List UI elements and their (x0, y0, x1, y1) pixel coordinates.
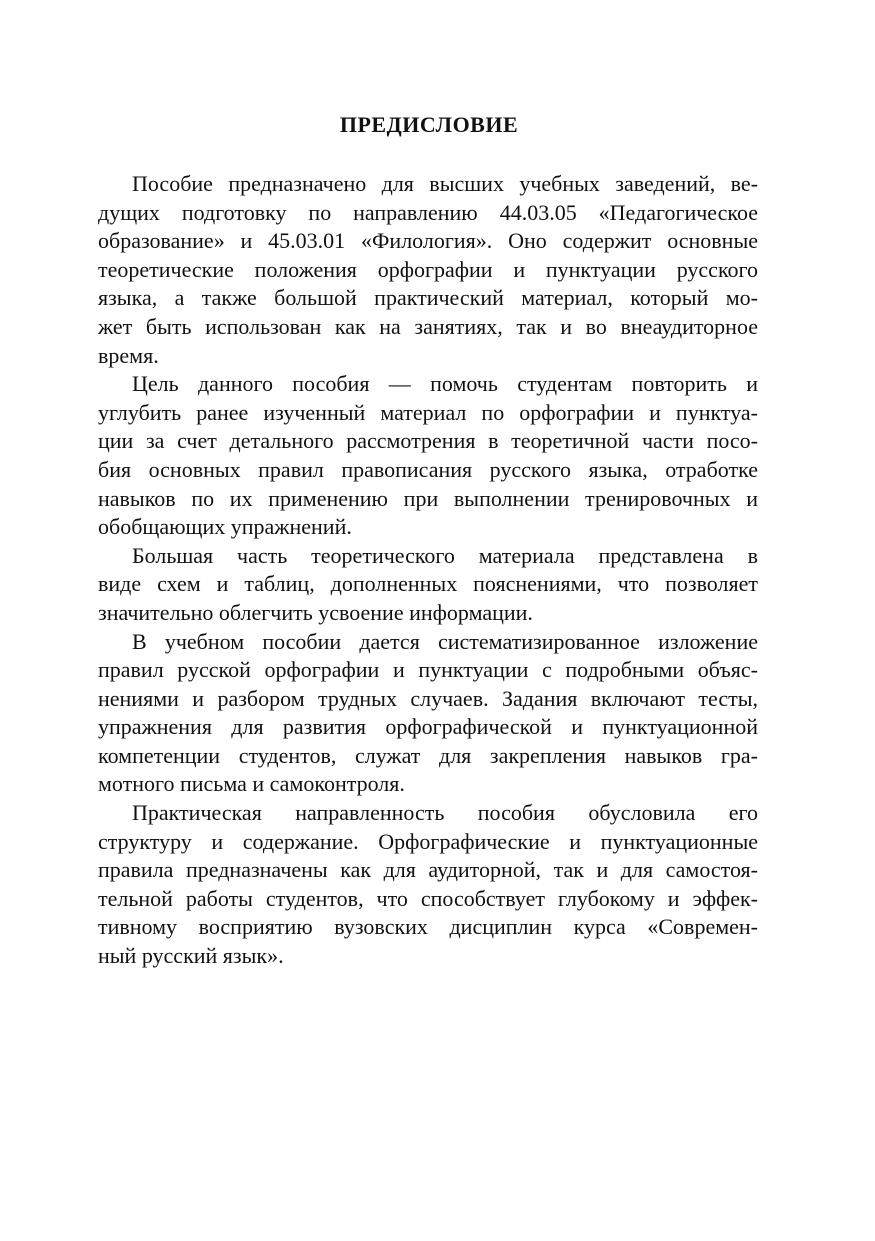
text-line: обобщающих упражнений. (98, 514, 352, 540)
text-line: нениями и разбором трудных случаев. Задания включают тесты, (98, 685, 758, 711)
text-line: время. (98, 342, 159, 368)
text-line: В учебном пособии дается систематизированное изложение (132, 628, 758, 654)
text-line: Цель данного пособия — помочь студентам повторить и (132, 371, 758, 397)
text-line: правил русской орфографии и пунктуации с подробными объяс- (98, 657, 758, 683)
text-line: тельной работы студентов, что способствует глубокому и эффек- (98, 885, 758, 911)
text-line: жет быть использован как на занятиях, так и во внеаудиторное (98, 313, 758, 339)
text-line: навыков по их применению при выполнении тренировочных и (98, 485, 758, 511)
text-line: компетенции студентов, служат для закрепления навыков гра- (98, 742, 758, 768)
text-line: теоретические положения орфографии и пунктуации русского (98, 256, 758, 282)
paragraph-4 (98, 628, 758, 800)
text-line: Практическая направленность пособия обусловила его (132, 800, 758, 826)
text-line: углубить ранее изученный материал по орфографии и пунктуа- (98, 399, 758, 425)
text-line: правила предназначены как для аудиторной, так и для самостоя- (98, 857, 758, 883)
paragraph-5 (98, 799, 758, 971)
text-line: мотного письма и самоконтроля. (98, 771, 405, 797)
text-line: Большая часть теоретического материала представлена в (132, 542, 758, 568)
document-body (98, 170, 758, 971)
text-line: виде схем и таблиц, дополненных пояснениями, что позволяет (98, 571, 758, 597)
text-line: Пособие предназначено для высших учебных заведений, ве- (132, 171, 758, 196)
text-line: ный русский язык». (98, 943, 284, 969)
paragraph-2 (98, 370, 758, 542)
text-line: структуру и содержание. Орфографические и пунктуационные (98, 828, 758, 854)
paragraph-1 (98, 170, 758, 370)
paragraph-3 (98, 542, 758, 628)
page-title: ПРЕДИСЛОВИЕ (339, 112, 519, 137)
text-line: тивному восприятию вузовских дисциплин курса «Современ- (98, 914, 758, 940)
text-line: значительно облегчить усвоение информации. (98, 599, 533, 625)
text-line: бия основных правил правописания русского языка, отработке (98, 456, 758, 482)
text-line: образование» и 45.03.01 «Филология». Оно содержит основные (98, 228, 758, 254)
text-line: дущих подготовку по направлению 44.03.05 «Педагогическое (98, 199, 758, 225)
text-line: ции за счет детального рассмотрения в теоретичной части посо- (98, 428, 758, 454)
text-line: языка, а также большой практический материал, который мо- (98, 285, 758, 311)
text-line: упражнения для развития орфографической и пунктуационной (98, 714, 758, 740)
